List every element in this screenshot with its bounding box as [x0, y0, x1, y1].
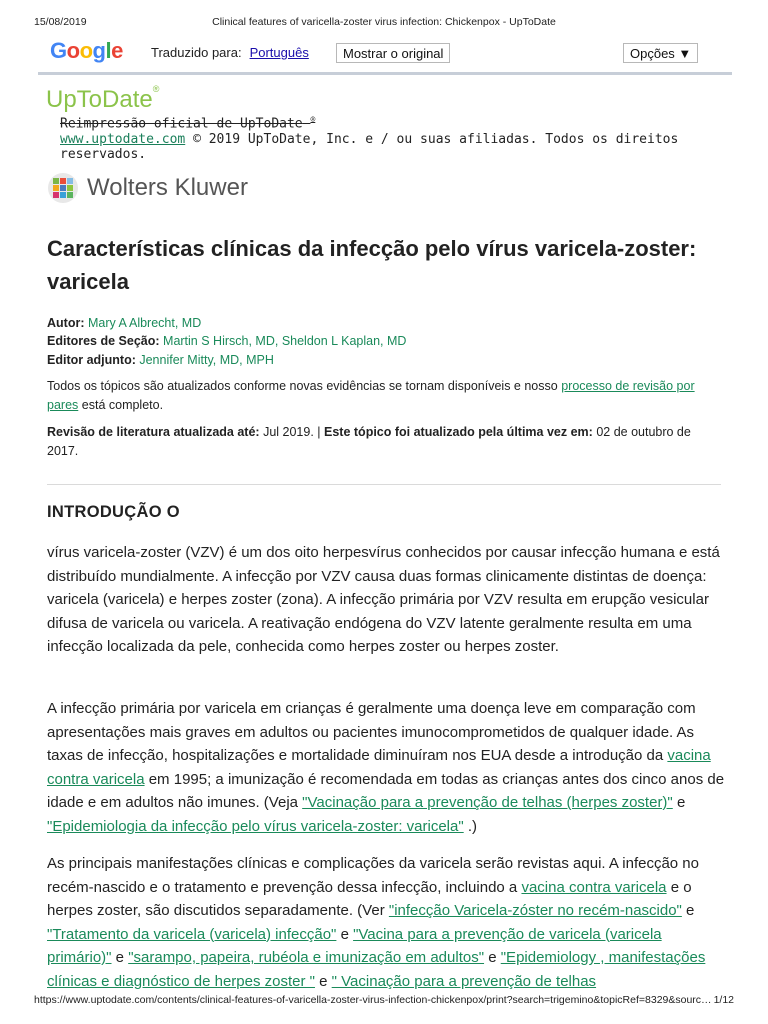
google-logo: Google [50, 38, 123, 63]
google-translate-bar [38, 38, 732, 75]
varicella-vaccine-link-2[interactable]: vacina contra varicela [521, 878, 667, 896]
treatment-link[interactable]: "Tratamento da varicela (varicela) infecção" [47, 925, 337, 943]
article-title: Características clínicas da infecção pelo vírus varicela-zoster: varicela [47, 236, 697, 294]
print-page-title: Clinical features of varicella-zoster virus infection: Chickenpox - UpToDate [212, 16, 556, 28]
section-editor-link-2[interactable]: Sheldon L Kaplan, MD [281, 334, 407, 348]
deputy-editor-link[interactable]: Jennifer Mitty, MD, MPH [139, 353, 274, 367]
shingles-vaccination-link-2[interactable]: " Vacinação para a prevenção de telhas [331, 972, 597, 990]
newborn-infection-link[interactable]: "infecção Varicela-zóster no recém-nascido" [388, 902, 682, 919]
varicella-prevention-link[interactable]: "Vacina para a prevenção de varicela (varicela primário)" [47, 925, 662, 966]
footer-url: https://www.uptodate.com/contents/clinical-features-of-varicella-zoster-virus-infection-chickenpox/print?search=trigemino&topicRef=8329&sourc… [34, 994, 712, 1006]
translated-to: Traduzido para: Português [151, 45, 309, 60]
wolters-kluwer-logo [47, 172, 248, 204]
section-editors-line: Editores de Seção: Martin S Hirsch, MD, Sheldon L Kaplan, MD [47, 334, 407, 348]
page-number: 1/12 [713, 994, 734, 1006]
uptodate-logo: UpToDate® [46, 84, 160, 113]
update-note: Todos os tópicos são atualizados conforme novas evidências se tornam disponíveis e nosso processo de revisão por pares está completo. [47, 379, 695, 412]
review-dates: Revisão de literatura atualizada até: Jul 2019. | Este tópico foi atualizado pela última vez em: 02 de outubro de 2017. [47, 425, 691, 458]
publisher-name: Wolters Kluwer [87, 174, 248, 201]
section-heading: INTRODUÇÃO O [47, 503, 180, 521]
site-link[interactable]: www.uptodate.com [60, 132, 186, 147]
copyright-line [60, 132, 768, 162]
divider [47, 484, 721, 485]
epidemiology-link[interactable]: "Epidemiologia da infecção pelo vírus varicela-zoster: varicela" [47, 817, 464, 835]
shingles-vaccination-link[interactable]: "Vacinação para a prevenção de telhas (herpes zoster)" [302, 794, 673, 811]
options-button[interactable]: Opções ▼ [623, 43, 698, 63]
paragraph-3: As principais manifestações clínicas e complicações da varicela serão revistas aqui. A infecção no recém-nascido e o tratamento e prevenção dessa infecção, incluindo a vacina contra varicela e o herpes zoster, são discutidos separadamente. (Ver "infecção Varicela-zóster no recém-nascido" e "Tratamento da varicela (varicela) infecção" e "Vacina para a prevenção de varicela (varicela primário)" e "sarampo, papeira, rubéola e imunização em adultos" e "Epidemiology , manifestações clínicas e diagnóstico de herpes zoster " e " Vacinação para a prevenção de telhas [47, 855, 706, 990]
wolters-kluwer-mark-icon [47, 172, 79, 204]
mmr-immunization-link[interactable]: "sarampo, papeira, rubéola e imunização em adultos" [128, 949, 485, 966]
print-date: 15/08/2019 [34, 16, 87, 28]
varicella-vaccine-link[interactable]: vacina contra varicela [47, 747, 711, 788]
author-link[interactable]: Mary A Albrecht, MD [87, 316, 202, 330]
language-link[interactable]: Português [249, 45, 309, 60]
copyright-text: © 2019 UpToDate, Inc. e / ou suas afiliadas. Todos os direitos reservados. [60, 132, 679, 162]
herpes-zoster-epidemiology-link[interactable]: "Epidemiology , manifestações clínicas e diagnóstico de herpes zoster " [47, 949, 706, 990]
paragraph-1: vírus varicela-zoster (VZV) é um dos oito herpesvírus conhecidos por causar infecção humana e está distribuído mundialmente. A infecção por VZV causa duas formas clinicamente distintas de doença: varicela (varicela) e herpes zoster (zona). A infecção primária por VZV resulta em erupção vesicular difusa de varicela ou varicela. A reativação endógena do VZV latente geralmente resulta em uma infecção localizada da pele, conhecida como herpes zoster ou herpes zoster. [47, 544, 720, 655]
author-line: Autor: Mary A Albrecht, MD [47, 316, 202, 330]
reprint-notice: Reimpressão oficial de UpToDate ® [60, 115, 316, 132]
show-original-button[interactable]: Mostrar o original [336, 43, 450, 63]
deputy-editor-line: Editor adjunto: Jennifer Mitty, MD, MPH [47, 353, 274, 367]
print-footer [34, 994, 734, 1006]
peer-review-link[interactable]: processo de revisão por pares [47, 379, 695, 412]
paragraph-2: A infecção primária por varicela em crianças é geralmente uma doença leve em comparação com apresentações mais graves em adultos ou pacientes imunocomprometidos de qualquer idade. As taxas de infecção, hospitalizações e mortalidade diminuíram nos EUA desde a introdução da vacina contra varicela em 1995; a imunização é recomendada em todas as crianças antes dos cinco anos de idade e em adultos não imunes. (Veja "Vacinação para a prevenção de telhas (herpes zoster)" e "Epidemiologia da infecção pelo vírus varicela-zoster: varicela" .) [47, 700, 725, 835]
section-editor-link-1[interactable]: Martin S Hirsch, MD, [163, 334, 279, 348]
print-header [34, 16, 734, 30]
